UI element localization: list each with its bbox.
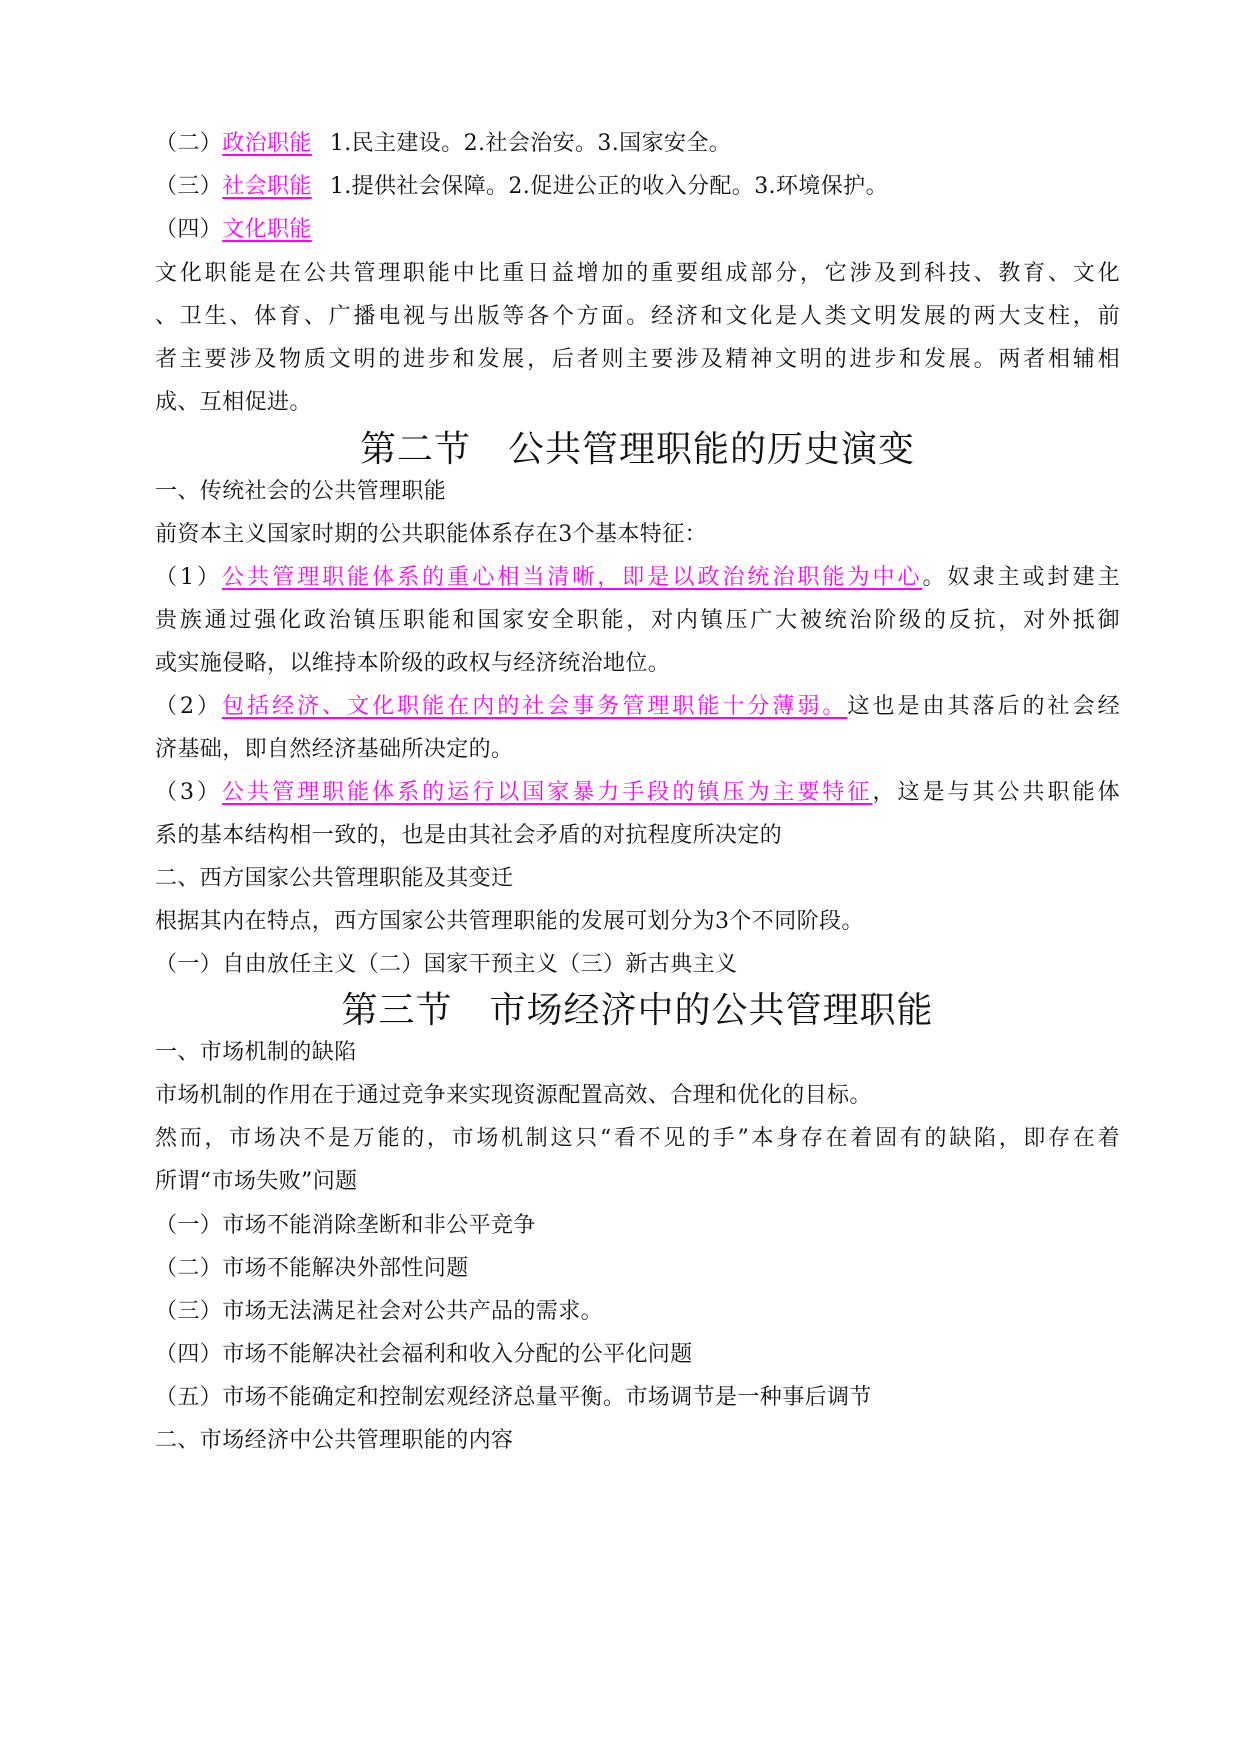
paragraph-line: 贵族通过强化政治镇压职能和国家安全职能，对内镇压广大被统治阶级的反抗，对外抵御 [155,608,1120,633]
list-item: （一）市场不能消除垄断和非公平竞争 [155,1213,536,1238]
paragraph-line: 济基础，即自然经济基础所决定的。 [155,737,514,762]
cultural-function-highlight: 文化职能 [222,217,312,242]
feature-2-line [155,691,1120,723]
list-item: （五）市场不能确定和控制宏观经济总量平衡。市场调节是一种事后调节 [155,1385,872,1410]
section-heading: 第二节 公共管理职能的历史演变 [359,429,915,470]
feature-3-line [155,777,1120,809]
paragraph-line: 根据其内在特点，西方国家公共管理职能的发展可划分为3个不同阶段。 [155,909,864,934]
item-prefix: （二） [155,131,223,156]
subheading: 二、市场经济中公共管理职能的内容 [155,1428,514,1453]
social-function-highlight: 社会职能 [222,174,312,199]
feature-3-highlight: 公共管理职能体系的运行以国家暴力手段的镇压为主要特征 [222,780,873,805]
paragraph-line: 或实施侵略，以维持本阶级的政权与经济统治地位。 [155,651,671,676]
stages-line: （一）自由放任主义（二）国家干预主义（三）新古典主义 [155,952,738,977]
subheading: 二、西方国家公共管理职能及其变迁 [155,866,514,891]
feature-2-text: 这也是由其落后的社会经 [847,694,1120,719]
social-function-text: 1.提供社会保障。2.促进公正的收入分配。3.环境保护。 [329,174,888,199]
list-item: （四）市场不能解决社会福利和收入分配的公平化问题 [155,1342,693,1367]
paragraph-line: 文化职能是在公共管理职能中比重日益增加的重要组成部分，它涉及到科技、教育、文化 [155,261,1120,286]
social-function-line [155,171,888,203]
paragraph-line: 系的基本结构相一致的，也是由其社会矛盾的对抗程度所决定的 [155,823,783,848]
subheading: 一、市场机制的缺陷 [155,1040,357,1065]
list-item: （三）市场无法满足社会对公共产品的需求。 [155,1299,604,1324]
political-function-line [155,128,731,160]
feature-1-line [155,562,1120,594]
item-prefix: （3） [155,780,223,805]
item-prefix: （四） [155,217,223,242]
paragraph-line: 者主要涉及物质文明的进步和发展，后者则主要涉及精神文明的进步和发展。两者相辅相 [155,347,1120,372]
paragraph-line: 然而，市场决不是万能的，市场机制这只“看不见的手”本身存在着固有的缺陷，即存在着 [155,1126,1120,1151]
paragraph-line: 前资本主义国家时期的公共职能体系存在3个基本特征： [155,522,707,547]
political-function-highlight: 政治职能 [222,131,312,156]
paragraph-line: 所谓“市场失败”问题 [155,1169,358,1194]
political-function-text: 1.民主建设。2.社会治安。3.国家安全。 [329,131,732,156]
subheading: 一、传统社会的公共管理职能 [155,479,447,504]
item-prefix: （1） [155,565,223,590]
section-heading: 第三节 市场经济中的公共管理职能 [341,990,934,1031]
feature-1-highlight: 公共管理职能体系的重心相当清晰，即是以政治统治职能为中心 [222,565,923,590]
item-prefix: （2） [155,694,223,719]
feature-1-text: 。奴隶主或封建主 [922,565,1120,590]
feature-3-text: ，这是与其公共职能体 [872,780,1120,805]
cultural-function-line [155,214,312,246]
item-prefix: （三） [155,174,223,199]
paragraph-line: 成、互相促进。 [155,390,312,415]
paragraph-line: 、卫生、体育、广播电视与出版等各个方面。经济和文化是人类文明发展的两大支柱，前 [155,304,1120,329]
paragraph-line: 市场机制的作用在于通过竞争来实现资源配置高效、合理和优化的目标。 [155,1083,872,1108]
feature-2-highlight: 包括经济、文化职能在内的社会事务管理职能十分薄弱。 [222,694,848,719]
list-item: （二）市场不能解决外部性问题 [155,1256,469,1281]
